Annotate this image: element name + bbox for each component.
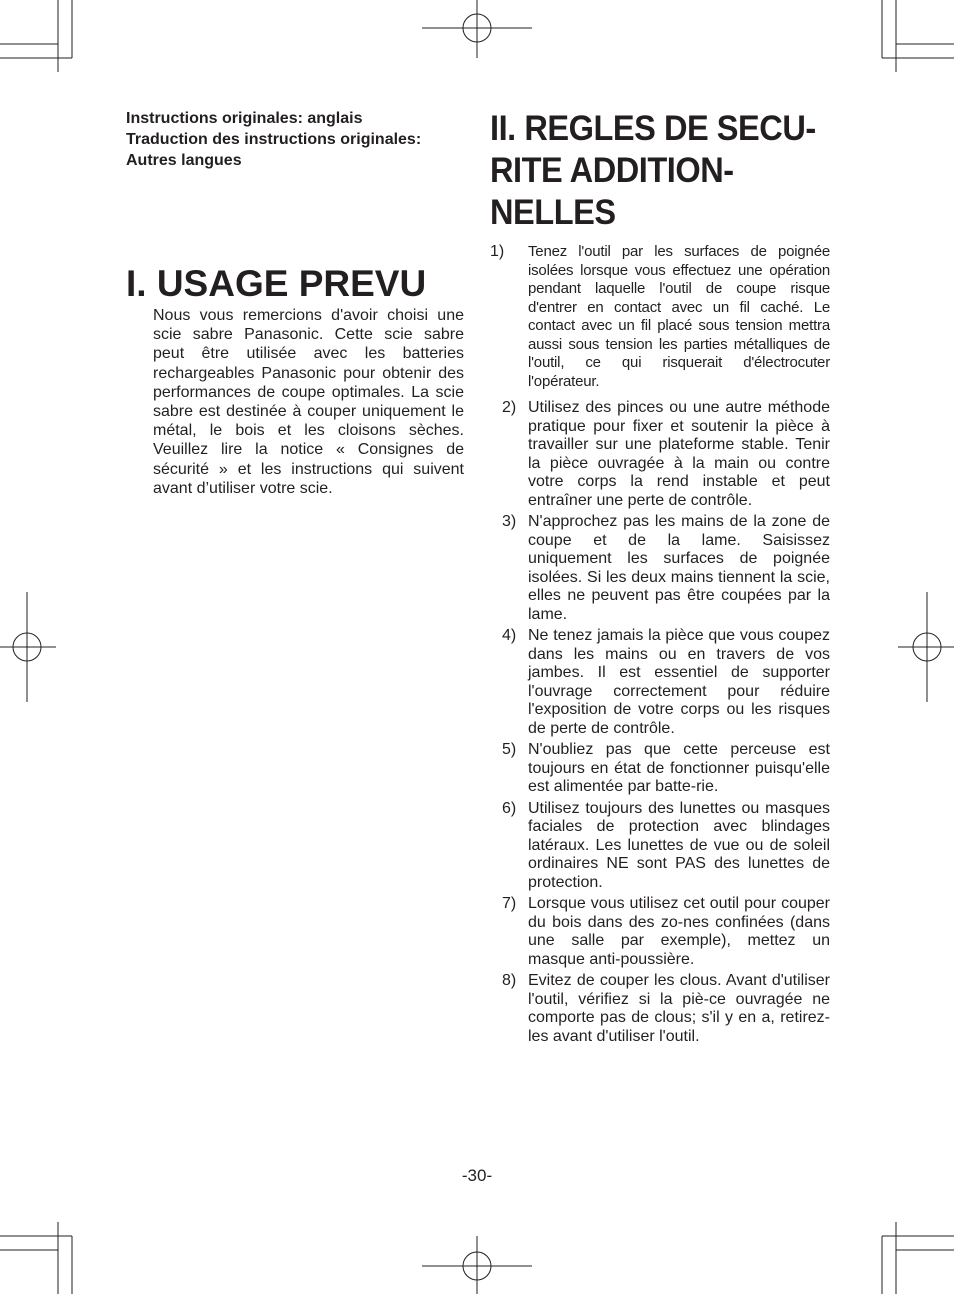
list-item [490, 972, 830, 1046]
list-item [490, 895, 830, 969]
item-number: 5) [502, 741, 517, 758]
item-number: 3) [502, 513, 517, 530]
translation-note-line: Traduction des instructions originales: [126, 131, 422, 148]
list-item [490, 513, 830, 624]
section-title-safety-rules [490, 108, 816, 234]
item-text: Utilisez des pinces ou une autre méthode pratique pour fixer et soutenir la pièce à travailler sur une plateforme stable. Tenir la pièce ouvragée à la main ou contre votre corps la rend instable et peut entraîner une perte de contrôle. [528, 399, 830, 509]
list-item [490, 399, 830, 510]
list-item [490, 627, 830, 738]
item-number: 4) [502, 627, 517, 644]
item-number: 2) [502, 399, 517, 416]
section-title-intended-use: I. USAGE PREVU [126, 263, 427, 304]
item-number: 1) [490, 243, 505, 260]
section-title-line: II. REGLES DE SECU- [490, 109, 816, 148]
section-title-line: RITE ADDITION- [490, 151, 734, 190]
item-text: N'approchez pas les mains de la zone de coupe et de la lame. Saisissez uniquement les surfaces de poignée isolées. Si les deux mains tiennent la scie, elles ne peuvent pas être coupées par la lame. [528, 513, 830, 623]
list-item [490, 243, 830, 391]
item-number: 8) [502, 972, 517, 989]
section-title-line: NELLES [490, 193, 616, 232]
safety-rules-list [490, 243, 830, 1049]
translation-note-line: Instructions originales: anglais [126, 110, 363, 127]
list-item [490, 741, 830, 797]
item-number: 7) [502, 895, 517, 912]
translation-note-line: Autres langues [126, 152, 242, 169]
intended-use-paragraph: Nous vous remercions d'avoir choisi une scie sabre Panasonic. Cette scie sabre peut être utilisée avec les batteries rechargeables Panasonic pour obtenir des performances de coupe optimales. La scie sabre est destinée à couper uniquement le métal, le bois et les cloisons sèches. Veuillez lire la notice « Consignes de sécurité » et les instructions qui suivent avant d’utiliser votre scie. [153, 307, 464, 497]
item-number: 6) [502, 799, 517, 817]
item-text: Evitez de couper les clous. Avant d'utiliser l'outil, vérifiez si la piè-ce ouvragée ne comporte pas de clous; s'il y en a, retirez-les avant d'utiliser l'outil. [528, 972, 830, 1045]
item-text: Utilisez toujours des lunettes ou masques faciales de protection avec blindages latéraux. Les lunettes de vue ou de soleil ordinaires NE sont PAS des lunettes de protection. [528, 799, 830, 891]
item-text: N'oubliez pas que cette perceuse est toujours en état de fonctionner puisqu'elle est alimentée par batte-rie. [528, 741, 830, 795]
item-text: Lorsque vous utilisez cet outil pour couper du bois dans des zo-nes confinées (dans une salle par exemple), mettez un masque anti-poussière. [528, 895, 830, 968]
page-number: -30- [461, 1166, 493, 1185]
item-text: Ne tenez jamais la pièce que vous coupez dans les mains ou en travers de vos jambes. Il est essentiel de supporter l'ouvrage correctement pour réduire l'exposition de votre corps ou les risques de perte de contrôle. [528, 627, 830, 737]
list-item [490, 800, 830, 893]
translation-note [126, 108, 466, 171]
item-text: Tenez l'outil par les surfaces de poignée isolées lorsque vous effectuez une opération pendant laquelle l'outil de coupe risque d'entrer en contact avec un fil caché. Le contact avec un fil placé sous tension mettra aussi sous tension les parties métalliques de l'outil, ce qui risquerait d'électrocuter l'opérateur. [528, 243, 830, 390]
